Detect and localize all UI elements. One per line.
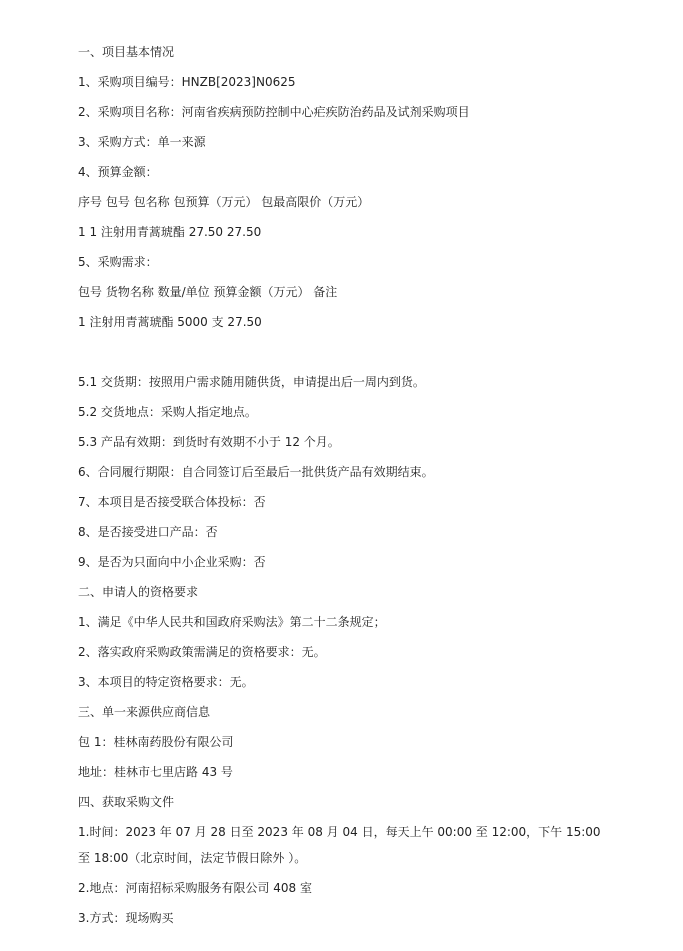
qualification-2: 2、落实政府采购政策需满足的资格要求：无。 xyxy=(78,645,326,659)
acquisition-time-continued: 至 18:00（北京时间，法定节假日除外 ）。 xyxy=(78,851,307,865)
qualification-3: 3、本项目的特定资格要求：无。 xyxy=(78,675,254,689)
project-name: 2、采购项目名称：河南省疾病预防控制中心疟疾防治药品及试剂采购项目 xyxy=(78,105,470,119)
section-heading-4: 四、获取采购文件 xyxy=(78,795,175,809)
acquisition-location: 2.地点：河南招标采购服务有限公司 408 室 xyxy=(78,881,312,895)
qualification-1: 1、满足《中华人民共和国政府采购法》第二十二条规定； xyxy=(78,615,386,629)
requirements-table-header: 包号 货物名称 数量/单位 预算金额（万元） 备注 xyxy=(78,285,338,299)
project-number: 1、采购项目编号：HNZB[2023]N0625 xyxy=(78,75,296,89)
supplier-address: 地址：桂林市七里店路 43 号 xyxy=(78,765,233,779)
imported-products: 8、是否接受进口产品：否 xyxy=(78,525,218,539)
requirements-table-row: 1 注射用青蒿琥酯 5000 支 27.50 xyxy=(78,315,262,329)
section-heading-1: 一、项目基本情况 xyxy=(78,45,175,59)
product-validity: 5.3 产品有效期：到货时有效期不小于 12 个月。 xyxy=(78,435,340,449)
procurement-method: 3、采购方式：单一来源 xyxy=(78,135,206,149)
consortium-bid: 7、本项目是否接受联合体投标：否 xyxy=(78,495,266,509)
budget-table-header: 序号 包号 包名称 包预算（万元） 包最高限价（万元） xyxy=(78,195,370,209)
blank-line xyxy=(78,345,643,375)
contract-period: 6、合同履行期限：自合同签订后至最后一批供货产品有效期结束。 xyxy=(78,465,434,479)
section-heading-3: 三、单一来源供应商信息 xyxy=(78,705,211,719)
section-heading-2: 二、申请人的资格要求 xyxy=(78,585,199,599)
acquisition-method: 3.方式：现场购买 xyxy=(78,911,174,925)
sme-only: 9、是否为只面向中小企业采购：否 xyxy=(78,555,266,569)
budget-heading: 4、预算金额： xyxy=(78,165,158,179)
requirements-heading: 5、采购需求： xyxy=(78,255,158,269)
delivery-location: 5.2 交货地点：采购人指定地点。 xyxy=(78,405,257,419)
acquisition-time: 1.时间：2023 年 07 月 28 日至 2023 年 08 月 04 日，每天上午 00:00 至 12:00，下午 15:00 xyxy=(78,825,601,839)
supplier-name: 包 1：桂林南药股份有限公司 xyxy=(78,735,234,749)
budget-table-row: 1 1 注射用青蒿琥酯 27.50 27.50 xyxy=(78,225,262,239)
delivery-period: 5.1 交货期：按照用户需求随用随供货，申请提出后一周内到货。 xyxy=(78,375,425,389)
